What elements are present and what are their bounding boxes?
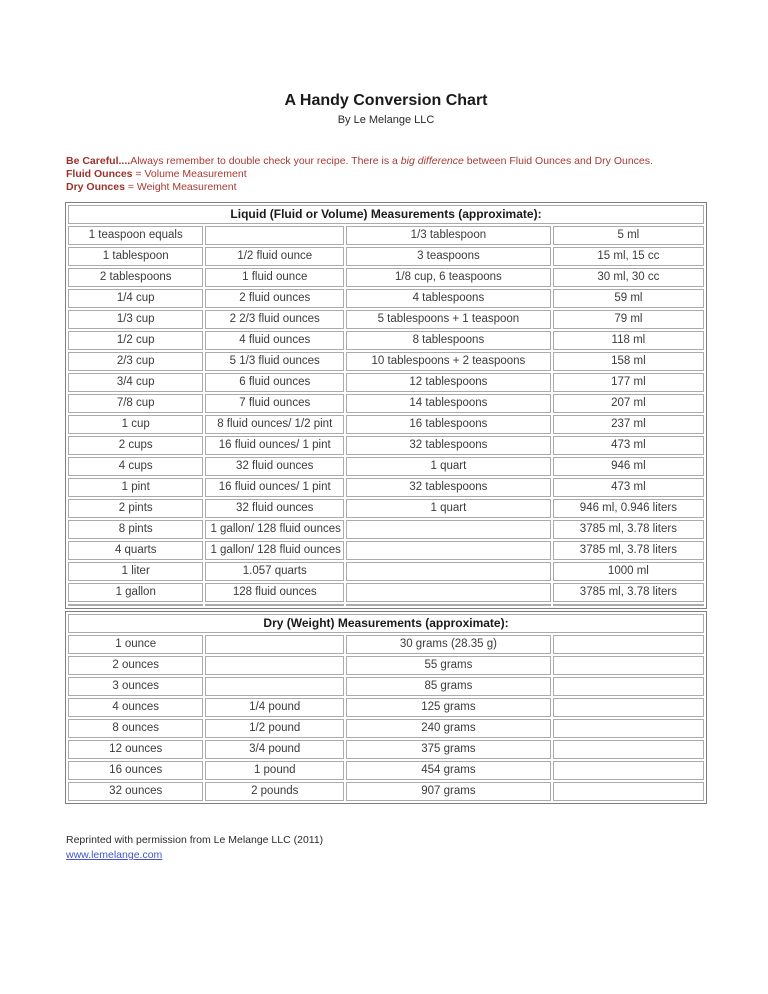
table-cell: 1 tablespoon [68, 247, 203, 266]
table-cell: 946 ml [553, 457, 704, 476]
table-cell [553, 740, 704, 759]
table-cell: 1/4 pound [205, 698, 344, 717]
table-cell: 1/2 fluid ounce [205, 247, 344, 266]
table-cell: 1/3 tablespoon [346, 226, 551, 245]
table-cell: 1 gallon/ 128 fluid ounces [205, 520, 344, 539]
table-cell [205, 656, 344, 675]
dry-table-header: Dry (Weight) Measurements (approximate): [68, 614, 704, 633]
table-cell: 1000 ml [553, 562, 704, 581]
table-cell: 4 quarts [68, 541, 203, 560]
table-row [68, 499, 704, 518]
table-row [68, 394, 704, 413]
table-cell: 4 cups [68, 457, 203, 476]
table-cell: 3785 ml, 3.78 liters [553, 520, 704, 539]
table-cell: 1 quart [346, 499, 551, 518]
table-cell: 30 grams (28.35 g) [346, 635, 551, 654]
table-cell [205, 677, 344, 696]
table-row [68, 373, 704, 392]
warning-line-1-text: Always remember to double check your recipe. There is a [130, 155, 401, 167]
page-subtitle: By Le Melange LLC [337, 114, 435, 126]
table-cell: 237 ml [553, 415, 704, 434]
table-cell: 15 ml, 15 cc [553, 247, 704, 266]
dry-table-body [68, 614, 704, 801]
table-row [68, 268, 704, 287]
table-cell: 2/3 cup [68, 352, 203, 371]
table-cell: 3/4 cup [68, 373, 203, 392]
table-cell: 32 tablespoons [346, 436, 551, 455]
table-cell: 5 tablespoons + 1 teaspoon [346, 310, 551, 329]
warning-line-2-text: = Volume Measurement [132, 167, 247, 180]
table-cell: 16 tablespoons [346, 415, 551, 434]
warning-line-2-bold: Fluid Ounces [66, 167, 133, 180]
table-cell: 1 liter [68, 562, 203, 581]
warning-line-3 [66, 181, 707, 193]
page-title: A Handy Conversion Chart [284, 92, 488, 109]
table-cell [205, 226, 344, 245]
table-cell: 32 fluid ounces [205, 457, 344, 476]
table-cell: 1 pound [205, 761, 344, 780]
table-row [68, 289, 704, 308]
warning-block [65, 155, 707, 193]
table-cell: 3785 ml, 3.78 liters [553, 541, 704, 560]
table-cell: 1.057 quarts [205, 562, 344, 581]
table-cell [553, 698, 704, 717]
table-cell: 30 ml, 30 cc [553, 268, 704, 287]
table-cell: 16 fluid ounces/ 1 pint [205, 478, 344, 497]
table-cell: 3785 ml, 3.78 liters [553, 583, 704, 602]
warning-line-3-bold: Dry Ounces [66, 180, 125, 193]
warning-line-1-italic: big difference [400, 155, 464, 167]
liquid-measurements-table [65, 202, 707, 609]
warning-line-1-bold: Be Careful.... [66, 155, 131, 167]
table-cell: 2 fluid ounces [205, 289, 344, 308]
table-cell [553, 719, 704, 738]
table-header-row [68, 205, 704, 224]
table-cell: 946 ml, 0.946 liters [553, 499, 704, 518]
table-cell: 7 fluid ounces [205, 394, 344, 413]
table-cell [346, 583, 551, 602]
table-row [68, 761, 704, 780]
table-cell: 1 ounce [68, 635, 203, 654]
table-cell: 2 cups [68, 436, 203, 455]
table-row [68, 635, 704, 654]
table-cell: 16 fluid ounces/ 1 pint [205, 436, 344, 455]
table-cell: 473 ml [553, 436, 704, 455]
warning-line-2 [66, 168, 707, 180]
table-cell: 4 fluid ounces [205, 331, 344, 350]
table-cell [553, 677, 704, 696]
table-cell: 4 tablespoons [346, 289, 551, 308]
table-row [68, 740, 704, 759]
dry-measurements-table [65, 611, 707, 804]
table-cell: 8 ounces [68, 719, 203, 738]
table-cell: 5 1/3 fluid ounces [205, 352, 344, 371]
table-cell: 454 grams [346, 761, 551, 780]
table-row [68, 478, 704, 497]
table-cell: 55 grams [346, 656, 551, 675]
table-row [68, 698, 704, 717]
table-cell: 2 pounds [205, 782, 344, 801]
table-cell: 1 gallon [68, 583, 203, 602]
table-cell [553, 656, 704, 675]
table-cell: 8 pints [68, 520, 203, 539]
table-cell: 16 ounces [68, 761, 203, 780]
table-row [68, 436, 704, 455]
warning-line-1-rest: between Fluid Ounces and Dry Ounces. [463, 155, 653, 167]
table-cell: 375 grams [346, 740, 551, 759]
document-footer [65, 833, 707, 863]
table-cell: 240 grams [346, 719, 551, 738]
table-row [68, 656, 704, 675]
table-cell: 1/2 cup [68, 331, 203, 350]
table-cell: 7/8 cup [68, 394, 203, 413]
table-header-row [68, 614, 704, 633]
table-row [68, 677, 704, 696]
table-row [68, 520, 704, 539]
table-cell: 473 ml [553, 478, 704, 497]
footer-link[interactable]: www.lemelange.com [66, 849, 163, 862]
table-cell: 79 ml [553, 310, 704, 329]
table-row [68, 583, 704, 602]
table-cell [346, 520, 551, 539]
table-cell: 177 ml [553, 373, 704, 392]
table-cell: 5 ml [553, 226, 704, 245]
table-row [68, 352, 704, 371]
table-cell: 32 ounces [68, 782, 203, 801]
table-cell: 1 gallon/ 128 fluid ounces [205, 541, 344, 560]
table-row [68, 719, 704, 738]
table-row [68, 415, 704, 434]
table-cell: 32 tablespoons [346, 478, 551, 497]
table-cell: 8 tablespoons [346, 331, 551, 350]
liquid-table-header: Liquid (Fluid or Volume) Measurements (approximate): [68, 205, 704, 224]
table-cell [346, 562, 551, 581]
table-cell: 1 quart [346, 457, 551, 476]
table-cell [553, 635, 704, 654]
table-cell: 59 ml [553, 289, 704, 308]
warning-line-1 [66, 155, 707, 167]
table-cell: 12 ounces [68, 740, 203, 759]
table-cell: 10 tablespoons + 2 teaspoons [346, 352, 551, 371]
table-cell: 1 cup [68, 415, 203, 434]
table-cell: 118 ml [553, 331, 704, 350]
table-cell: 207 ml [553, 394, 704, 413]
table-row [68, 604, 704, 606]
warning-line-3-text: = Weight Measurement [124, 180, 237, 193]
footer-text: Reprinted with permission from Le Melange LLC (2011) [66, 834, 324, 847]
table-row [68, 562, 704, 581]
table-cell: 1/2 pound [205, 719, 344, 738]
table-cell: 3 ounces [68, 677, 203, 696]
table-cell [68, 604, 203, 606]
table-cell: 1 fluid ounce [205, 268, 344, 287]
table-cell: 4 ounces [68, 698, 203, 717]
table-row [68, 457, 704, 476]
table-cell: 2 pints [68, 499, 203, 518]
table-cell [346, 541, 551, 560]
table-row [68, 541, 704, 560]
table-cell: 6 fluid ounces [205, 373, 344, 392]
table-cell [553, 604, 704, 606]
table-cell: 1/3 cup [68, 310, 203, 329]
table-cell: 8 fluid ounces/ 1/2 pint [205, 415, 344, 434]
table-row [68, 226, 704, 245]
table-cell: 3/4 pound [205, 740, 344, 759]
table-cell [553, 761, 704, 780]
table-row [68, 782, 704, 801]
table-cell [205, 604, 344, 606]
liquid-table-body [68, 205, 704, 606]
table-cell: 32 fluid ounces [205, 499, 344, 518]
table-row [68, 247, 704, 266]
table-row [68, 310, 704, 329]
table-cell [205, 635, 344, 654]
table-cell: 3 teaspoons [346, 247, 551, 266]
table-cell: 1 teaspoon equals [68, 226, 203, 245]
table-cell: 2 tablespoons [68, 268, 203, 287]
table-cell: 1/4 cup [68, 289, 203, 308]
table-cell: 12 tablespoons [346, 373, 551, 392]
table-cell [553, 782, 704, 801]
table-cell: 128 fluid ounces [205, 583, 344, 602]
document-header [65, 0, 707, 127]
table-cell: 1 pint [68, 478, 203, 497]
table-cell: 907 grams [346, 782, 551, 801]
table-cell [346, 604, 551, 606]
table-cell: 1/8 cup, 6 teaspoons [346, 268, 551, 287]
table-row [68, 331, 704, 350]
table-cell: 2 2/3 fluid ounces [205, 310, 344, 329]
table-cell: 2 ounces [68, 656, 203, 675]
table-cell: 158 ml [553, 352, 704, 371]
table-cell: 14 tablespoons [346, 394, 551, 413]
table-cell: 125 grams [346, 698, 551, 717]
table-cell: 85 grams [346, 677, 551, 696]
